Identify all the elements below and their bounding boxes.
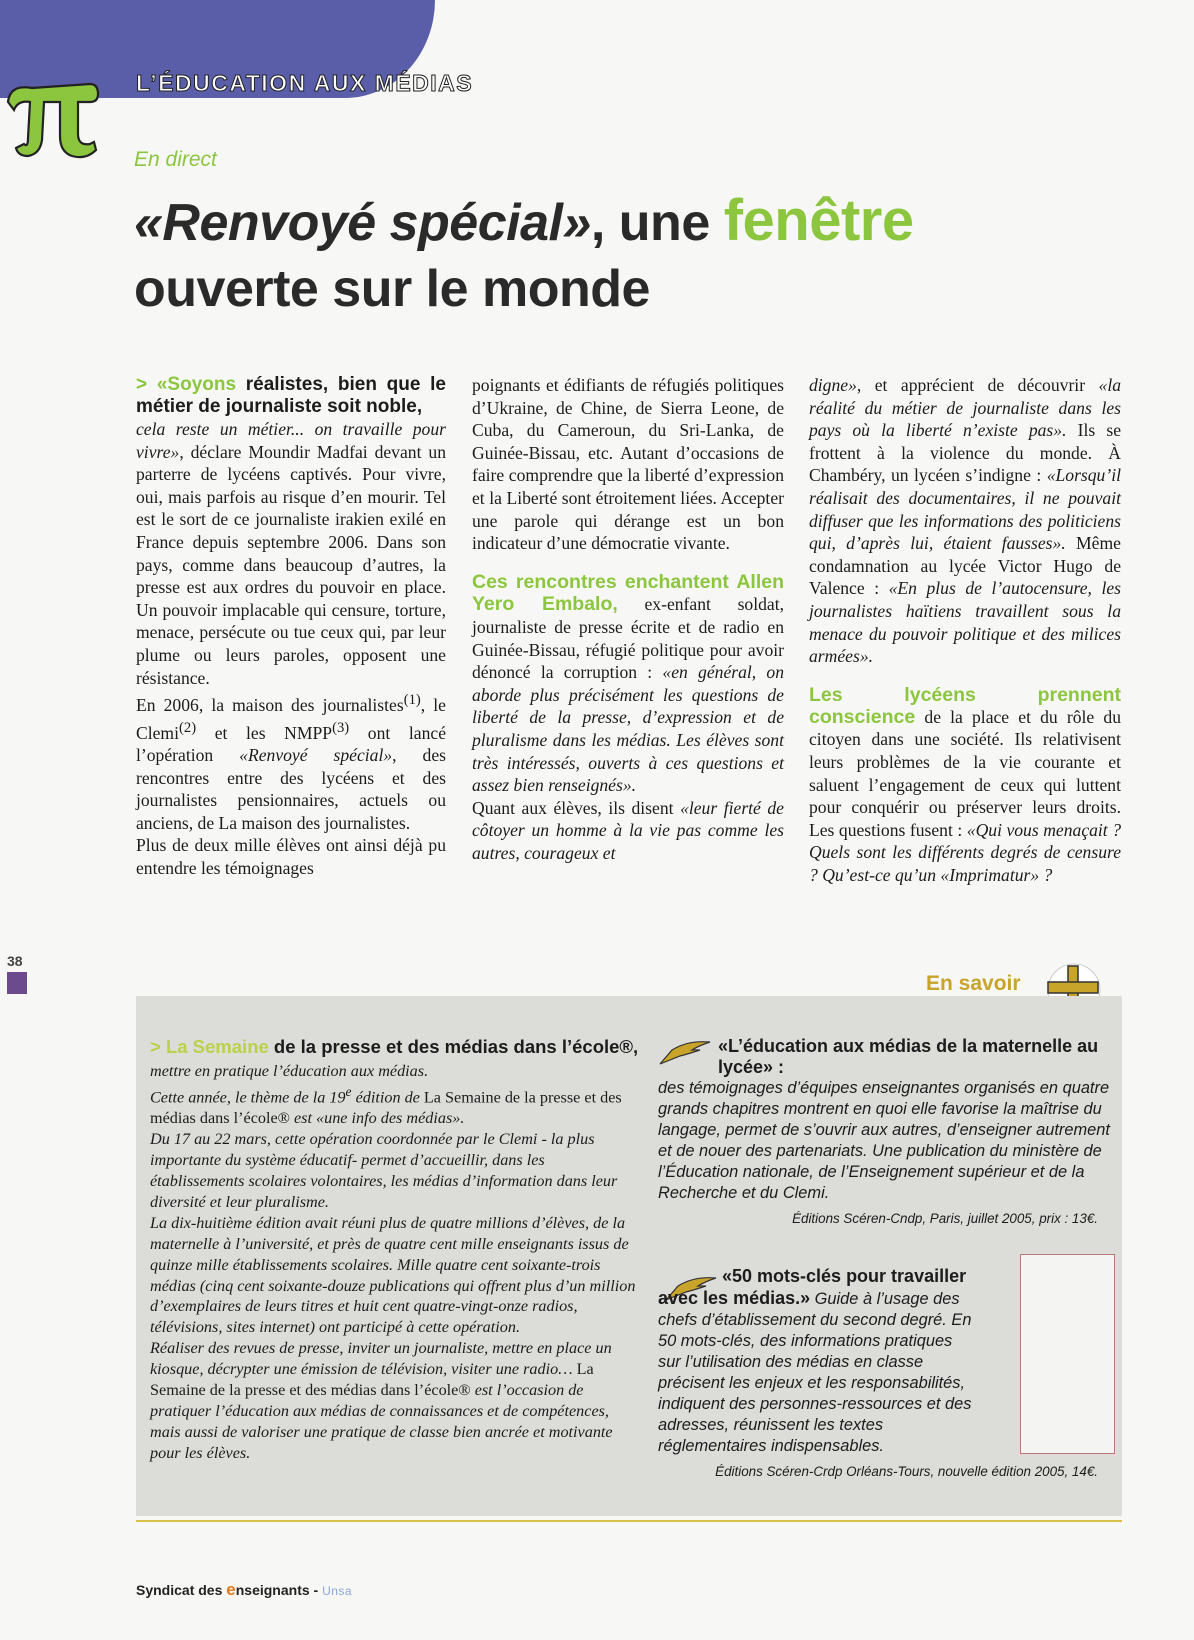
page-number: 38 bbox=[7, 953, 23, 969]
lead-italic: cela reste un métier... on travaille pour vivre» bbox=[136, 419, 446, 462]
ref1-publisher: Éditions Scéren-Cndp, Paris, juillet 2005, prix : 13€. bbox=[792, 1211, 1098, 1226]
sidebar-lead bbox=[150, 1036, 640, 1082]
footnote-2: (2) bbox=[179, 719, 197, 736]
subhead-lyceens bbox=[809, 684, 1121, 706]
sidebar-s3: La dix-huitième édition avait réuni plus de quatre millions d’élèves, de la maternelle à l’université, et près de quatre cent mille enseignants issus de quinze mille établissements scolaires. Mille quatre cent soixante-trois médias (cinq cent soixante-douze publications qui offrent plus d’un million d’exemplaires de leurs titres et huit cent quatre-vingt-onze radios, télévisions, sites internet) ont participé à cette opération. bbox=[150, 1213, 636, 1337]
lead-green: «Soyons bbox=[156, 374, 237, 395]
lead-paragraph bbox=[136, 374, 446, 418]
col3-p1-text: , et apprécient de découvrir bbox=[856, 375, 1099, 395]
col3-p1-italic4: «En plus de l’autocensure, les journalistes haïtiens travaillent sous la menace du pouvoir politique et des milices armées». bbox=[809, 578, 1121, 667]
sidebar-s1-sup: e bbox=[345, 1084, 352, 1099]
col2-p3-italic: «leur fierté de côtoyer un homme à la vie pas comme les autres, courageux et bbox=[472, 797, 784, 863]
footer-part1: Syndicat des bbox=[136, 1582, 227, 1598]
book-cover-placeholder bbox=[1020, 1254, 1115, 1454]
ref1-title: «L’éducation aux médias de la maternelle au lycée» : bbox=[718, 1036, 1099, 1077]
col3-p1-italic: digne» bbox=[809, 375, 857, 395]
sidebar-left-text bbox=[150, 1036, 640, 1464]
footnote-1: (1) bbox=[403, 692, 421, 709]
col3-p2 bbox=[809, 684, 1121, 887]
col1-p2a: En 2006, la maison des journalistes bbox=[136, 694, 404, 715]
headline-quoted: «Renvoyé spécial» bbox=[134, 194, 591, 252]
headline-mid: , une bbox=[590, 194, 724, 252]
sidebar-s4b: est l’occasion de pratiquer l’éducation aux médias de connaissances et de compétences, mais aussi de valoriser une pratique de classe bien ancrée et motivante pour les élèves. bbox=[150, 1381, 613, 1462]
article-column-2 bbox=[472, 374, 784, 864]
col1-p2c: et les NMPP bbox=[196, 722, 333, 743]
col3-p1-italic2: «la réalité du métier de journaliste dans les pays où la liberté n’existe pas». bbox=[809, 375, 1121, 441]
col1-p1-text: , déclare Moundir Madfai devant un parterre de lycéens captivés. Pour vivre, oui, mais parfois au risque d’en mourir. Tel est le sort de ce journaliste irakien exilé en France depuis septembre 2006. Dans son pays, comme dans beaucoup d’autres, la presse est aux ordres du pouvoir en place. Un pouvoir implacable qui censure, torture, menace, persécute ou tue ceux qui, par leur plume ou leurs paroles, opposent une résistance. bbox=[136, 441, 446, 688]
ref2-body-wrap bbox=[658, 1266, 978, 1457]
col2-p3 bbox=[472, 797, 784, 865]
sidebar-s1-np: La Semaine de la presse et des médias dans l’école® bbox=[150, 1088, 622, 1128]
col1-p3: Plus de deux mille élèves ont ainsi déjà pu entendre les témoignages bbox=[136, 835, 446, 878]
col1-p2b: , le Clemi bbox=[136, 694, 446, 743]
col2-p2-text: ex-enfant soldat, journaliste de presse écrite et de radio en Guinée-Bissau, réfugié politique pour avoir dénoncé la corruption : bbox=[472, 594, 784, 683]
footnote-3: (3) bbox=[332, 719, 350, 736]
col1-p2-italic: «Renvoyé spécial» bbox=[239, 745, 393, 766]
sidebar-arrow: > bbox=[150, 1036, 161, 1057]
ref1-body: des témoignages d’équipes enseignantes organisés en quatre grands chapitres montrent en quoi elle favorise la maîtrise du langage, permet de s’ouvrir aux autres, d’enseigner autrement et de nouer des partenariats. Une publication du ministère de l’Éducation nationale, de l’Enseignement supérieur et de la Recherche et du Clemi. bbox=[658, 1079, 1110, 1202]
headline-accent: fenêtre bbox=[723, 188, 914, 253]
footer-unsa: Unsa bbox=[322, 1584, 353, 1598]
sidebar-s4a: Réaliser des revues de presse, inviter un journaliste, mettre en place un kiosque, décrypter une émission de télévision, visiter une radio… bbox=[150, 1339, 612, 1379]
col3-p2-italic: «Qui vous menaçait ? Quels sont les différents degrés de censure ? Qu’est-ce qu’un «Imprimatur» ? bbox=[809, 819, 1121, 885]
headline-line2: ouverte sur le monde bbox=[134, 260, 650, 318]
en-savoir-label: En savoir bbox=[926, 972, 1021, 995]
ref2-title: «50 mots-clés pour travailler avec les médias.» bbox=[658, 1266, 967, 1308]
col3-p2-text: de la place et du rôle du citoyen dans une société. Ils relativisent leurs problèmes de la vie courante et saluent l’engagement de ceux qui luttent pour conquérir ou préserver leurs droits. Les questions fusent : bbox=[809, 706, 1121, 840]
ref2-publisher: Éditions Scéren-Crdp Orléans-Tours, nouvelle édition 2005, 14€. bbox=[715, 1464, 1098, 1479]
sidebar-lead-bold: de la presse et des médias dans l’école®, bbox=[268, 1036, 639, 1057]
col2-p2 bbox=[472, 571, 784, 797]
headline bbox=[134, 188, 1114, 322]
sidebar-s1 bbox=[150, 1082, 640, 1129]
col3-p1 bbox=[809, 374, 1121, 668]
sidebar-lead-italic: mettre en pratique l’éducation aux médias. bbox=[150, 1062, 429, 1080]
col3-p1c: Même condamnation au lycée Victor Hugo de Valence : bbox=[809, 533, 1121, 599]
lead-bold: réalistes, bien que le métier de journaliste soit noble, bbox=[136, 374, 446, 417]
article-column-1 bbox=[136, 374, 446, 880]
footer-e: e bbox=[226, 1580, 236, 1599]
col3-p1b: Ils se frottent à la violence du monde. À Chambéry, un lycéen s’indigne : bbox=[809, 420, 1122, 486]
col2-p3-text: Quant aux élèves, ils disent bbox=[472, 797, 681, 818]
ref2-body: Guide à l’usage des chefs d’établissement du second degré. En 50 mots-clés, des informations pratiques sur l’utilisation des médias en classe précisent les enjeux et les responsabilités, indiquent des personnes-ressources et des adresses, réunissent les textes réglementaires indispensables. bbox=[658, 1290, 972, 1455]
page-marker bbox=[7, 972, 27, 994]
sidebar-s4-np: La Semaine de la presse et des médias dans l’école® bbox=[150, 1360, 594, 1400]
col1-p2e: , des rencontres entre des lycéens et des journalistes pensionnaires, actuels ou anciens, de La maison des journalistes. bbox=[136, 745, 447, 833]
section-label: L’ÉDUCATION AUX MÉDIAS bbox=[136, 70, 474, 96]
subhead-line2: conscience bbox=[809, 705, 916, 728]
lead-arrow: > bbox=[136, 374, 148, 395]
col3-p1-italic3: «Lorsqu’il réalisait des documentaires, il ne pouvait diffuser que les informations des politiciens qui, d’après lui, étaient fausses». bbox=[809, 465, 1121, 554]
kicker: En direct bbox=[134, 148, 217, 171]
pi-logo-icon bbox=[2, 78, 102, 160]
col2-p1: poignants et édifiants de réfugiés politiques d’Ukraine, de Chine, de Sierra Leone, de Cuba, du Cameroun, du Sri-Lanka, de Guinée-Bissau, etc. Autant d’occasions de faire comprendre que la liberté d’expression et la Liberté sont étroitement liées. Accepter une parole qui dérange est un bon indicateur d’une démocratie vivante. bbox=[472, 375, 784, 554]
sidebar-lead-green: La Semaine bbox=[165, 1036, 269, 1057]
sidebar-s2: Du 17 au 22 mars, cette opération coordonnée par le Clemi - la plus importante du système éducatif- permet d’accueillir, dans les établissements scolaires volontaires, les médias d’information dans leur diversité et leur pluralisme. bbox=[150, 1130, 618, 1211]
sidebar-s1b: édition de bbox=[351, 1088, 424, 1107]
footer bbox=[136, 1580, 352, 1600]
footer-part2: nseignants - bbox=[235, 1582, 323, 1598]
sidebar-box bbox=[136, 996, 1122, 1516]
reference-1 bbox=[658, 1036, 1118, 1229]
col1-p1 bbox=[136, 418, 446, 689]
col1-p2 bbox=[136, 689, 446, 834]
col2-p2-italic: «en général, on aborde plus précisément les questions de liberté de la presse, d’expression et de pluralisme dans les médias. Les élèves sont très intéressés, ouverts à ces questions et assez bien renseignés». bbox=[472, 662, 784, 796]
article-column-3 bbox=[809, 374, 1121, 886]
sidebar-s4 bbox=[150, 1338, 640, 1463]
footer-rule bbox=[136, 1520, 1122, 1522]
col1-p2d: ont lancé l’opération bbox=[136, 722, 446, 766]
sidebar-s1a: Cette année, le thème de la 19 bbox=[150, 1088, 346, 1107]
sidebar-s1c: est «une info des médias». bbox=[289, 1109, 465, 1128]
subhead-line1: Les lycéens prennent bbox=[809, 683, 1121, 706]
subhead-rencontres: Ces rencontres enchantent Allen Yero Embalo, bbox=[472, 570, 784, 616]
